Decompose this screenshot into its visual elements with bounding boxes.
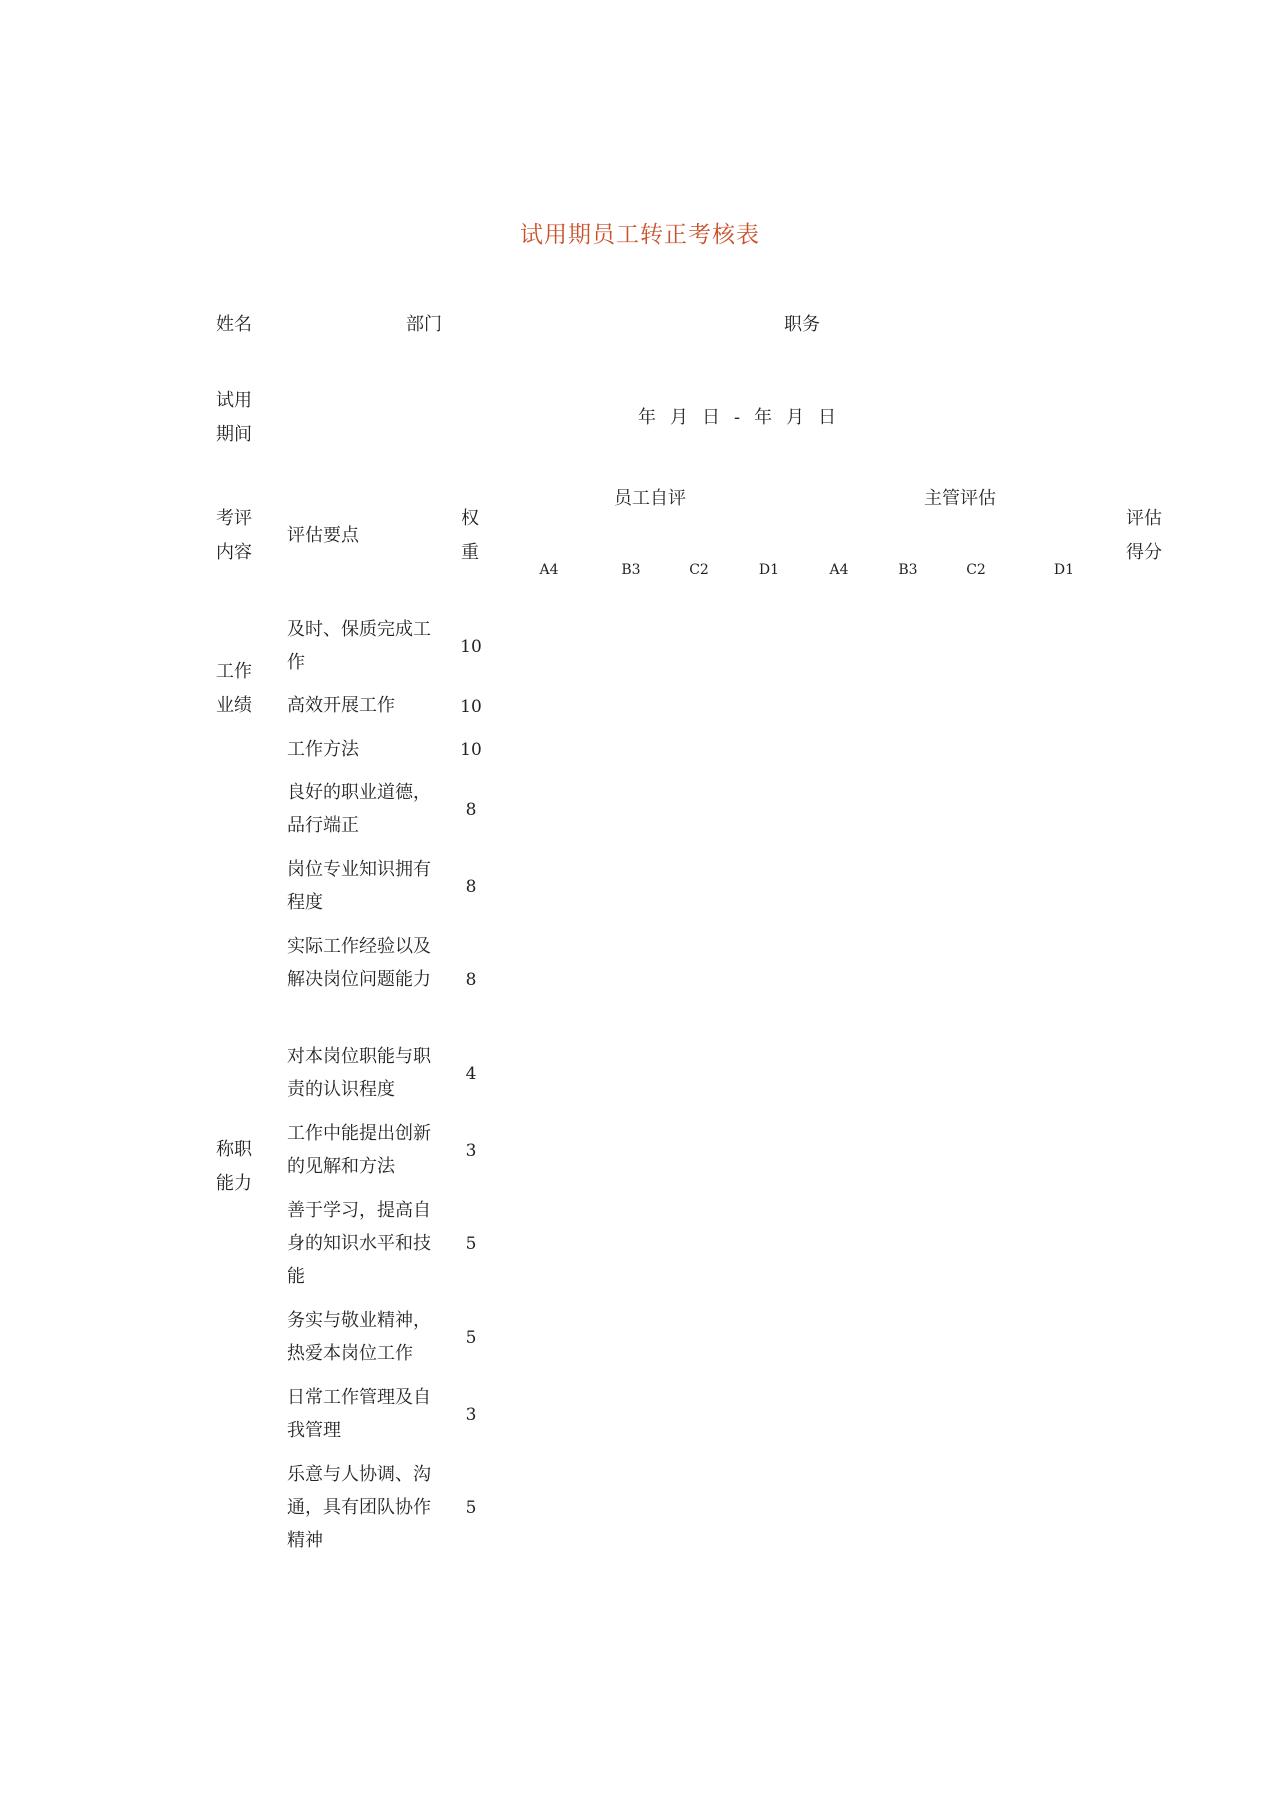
date-end-year: 年 [754,407,773,428]
column-header-content-line1: 考评 [216,508,252,529]
column-header-self-eval: 员工自评 [614,488,686,509]
column-header-content-line2: 内容 [216,542,252,563]
evaluation-weight: 10 [460,637,482,657]
evaluation-point: 工作中能提出创新的见解和方法 [287,1123,431,1177]
evaluation-weight: 3 [465,1405,477,1425]
column-header-content [216,502,252,570]
column-header-score-line1: 评估 [1126,508,1162,529]
evaluation-weight: 8 [465,970,477,990]
name-label: 姓名 [216,314,252,335]
department-label: 部门 [406,314,442,335]
evaluation-point: 善于学习，提高自身的知识水平和技能 [287,1200,431,1287]
self-grade-b: B3 [621,562,641,578]
evaluation-weight: 10 [460,697,482,717]
self-grade-d: D1 [758,562,780,578]
supervisor-grade-d: D1 [1053,562,1075,578]
supervisor-grade-b: B3 [898,562,918,578]
category-work-performance [216,655,252,723]
trial-period-label [216,384,252,452]
evaluation-point: 实际工作经验以及解决岗位问题能力 [287,936,431,990]
evaluation-point: 对本岗位职能与职责的认识程度 [287,1046,431,1100]
category-competence-line2: 能力 [216,1173,252,1194]
evaluation-weight: 4 [465,1064,477,1084]
evaluation-point: 务实与敬业精神，热爱本岗位工作 [287,1310,431,1364]
column-header-score-line2: 得分 [1126,542,1162,563]
date-end-day: 日 [818,407,837,428]
category-work-performance-line2: 业绩 [216,695,252,716]
column-header-supervisor-eval: 主管评估 [924,488,996,509]
self-grade-c: C2 [689,562,709,578]
trial-period-label-line2: 期间 [216,424,252,445]
column-header-weight [461,502,479,570]
column-header-weight-line1: 权 [461,508,479,529]
evaluation-weight: 8 [465,877,477,897]
evaluation-weight: 5 [465,1234,477,1254]
trial-period-label-line1: 试用 [216,390,252,411]
evaluation-weight: 5 [465,1328,477,1348]
evaluation-point: 及时、保质完成工作 [287,619,431,673]
evaluation-point: 岗位专业知识拥有程度 [287,859,431,913]
evaluation-weight: 5 [465,1498,477,1518]
evaluation-weight: 10 [460,740,482,760]
position-label: 职务 [784,314,820,335]
evaluation-weight: 3 [465,1141,477,1161]
date-start-day: 日 [702,407,720,428]
page-title: 试用期员工转正考核表 [520,222,760,248]
column-header-score [1126,502,1162,570]
evaluation-point: 高效开展工作 [287,695,395,716]
evaluation-point: 良好的职业道德，品行端正 [287,782,431,836]
column-header-weight-line2: 重 [461,542,479,563]
category-competence-line1: 称职 [216,1139,252,1160]
supervisor-grade-a: A4 [829,562,849,578]
category-work-performance-line1: 工作 [216,661,252,682]
date-start-year: 年 [638,407,656,428]
evaluation-point: 日常工作管理及自我管理 [287,1387,431,1441]
trial-period-date-range [638,409,850,427]
category-competence [216,1133,252,1201]
column-header-points: 评估要点 [287,525,359,546]
date-start-month: 月 [670,407,688,428]
self-grade-a: A4 [539,562,559,578]
evaluation-point: 乐意与人协调、沟通，具有团队协作精神 [287,1464,431,1551]
date-end-month: 月 [786,407,805,428]
supervisor-grade-c: C2 [966,562,986,578]
date-separator: - [734,407,741,428]
evaluation-weight: 8 [465,800,477,820]
evaluation-point: 工作方法 [287,739,359,760]
